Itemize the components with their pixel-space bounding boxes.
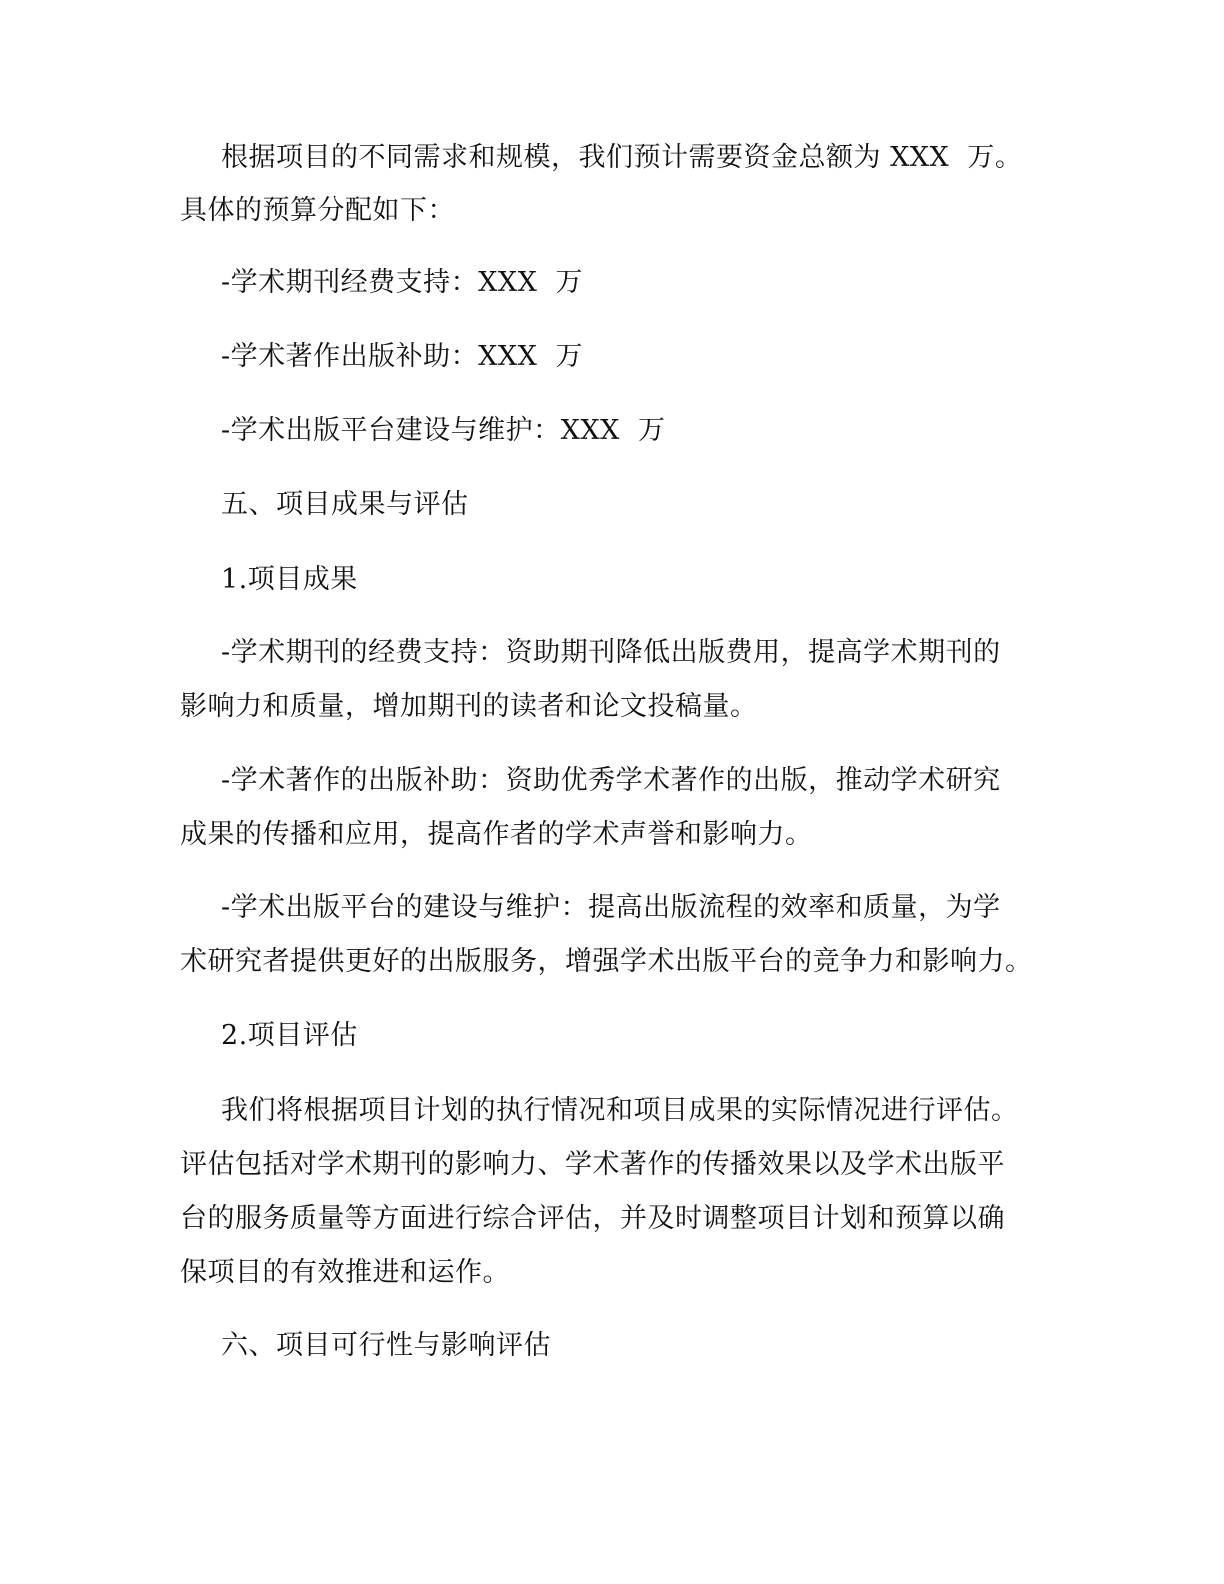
budget-item-platform: -学术出版平台建设与维护：XXX 万 [221, 415, 666, 446]
result-books-line-1: -学术著作的出版补助：资助优秀学术著作的出版，推动学术研究 [221, 765, 1001, 796]
result-platform-line-1: -学术出版平台的建设与维护：提高出版流程的效率和质量，为学 [221, 892, 1001, 923]
evaluation-paragraph-line-3: 台的服务质量等方面进行综合评估，并及时调整项目计划和预算以确 [180, 1203, 1005, 1234]
budget-paragraph-line-2: 具体的预算分配如下： [180, 195, 455, 226]
result-books-line-2: 成果的传播和应用，提高作者的学术声誉和影响力。 [180, 819, 813, 850]
section-heading-results: 五、项目成果与评估 [221, 489, 469, 520]
result-journals-line-2: 影响力和质量，增加期刊的读者和论文投稿量。 [180, 691, 758, 722]
budget-item-journals: -学术期刊经费支持：XXX 万 [221, 267, 583, 298]
result-journals-line-1: -学术期刊的经费支持：资助期刊降低出版费用，提高学术期刊的 [221, 637, 1001, 668]
evaluation-paragraph-line-1: 我们将根据项目计划的执行情况和项目成果的实际情况进行评估。 [221, 1095, 1019, 1126]
section-heading-feasibility: 六、项目可行性与影响评估 [221, 1330, 551, 1361]
budget-item-books: -学术著作出版补助：XXX 万 [221, 341, 583, 372]
evaluation-paragraph-line-4: 保项目的有效推进和运作。 [180, 1257, 510, 1288]
evaluation-paragraph-line-2: 评估包括对学术期刊的影响力、学术著作的传播效果以及学术出版平 [180, 1149, 1005, 1180]
result-platform-line-2: 术研究者提供更好的出版服务，增强学术出版平台的竞争力和影响力。 [180, 946, 1033, 977]
subsection-heading-evaluation: 2.项目评估 [221, 1020, 358, 1051]
subsection-heading-results: 1.项目成果 [221, 564, 358, 595]
budget-paragraph-line-1: 根据项目的不同需求和规模，我们预计需要资金总额为 XXX 万。 [221, 142, 1023, 173]
